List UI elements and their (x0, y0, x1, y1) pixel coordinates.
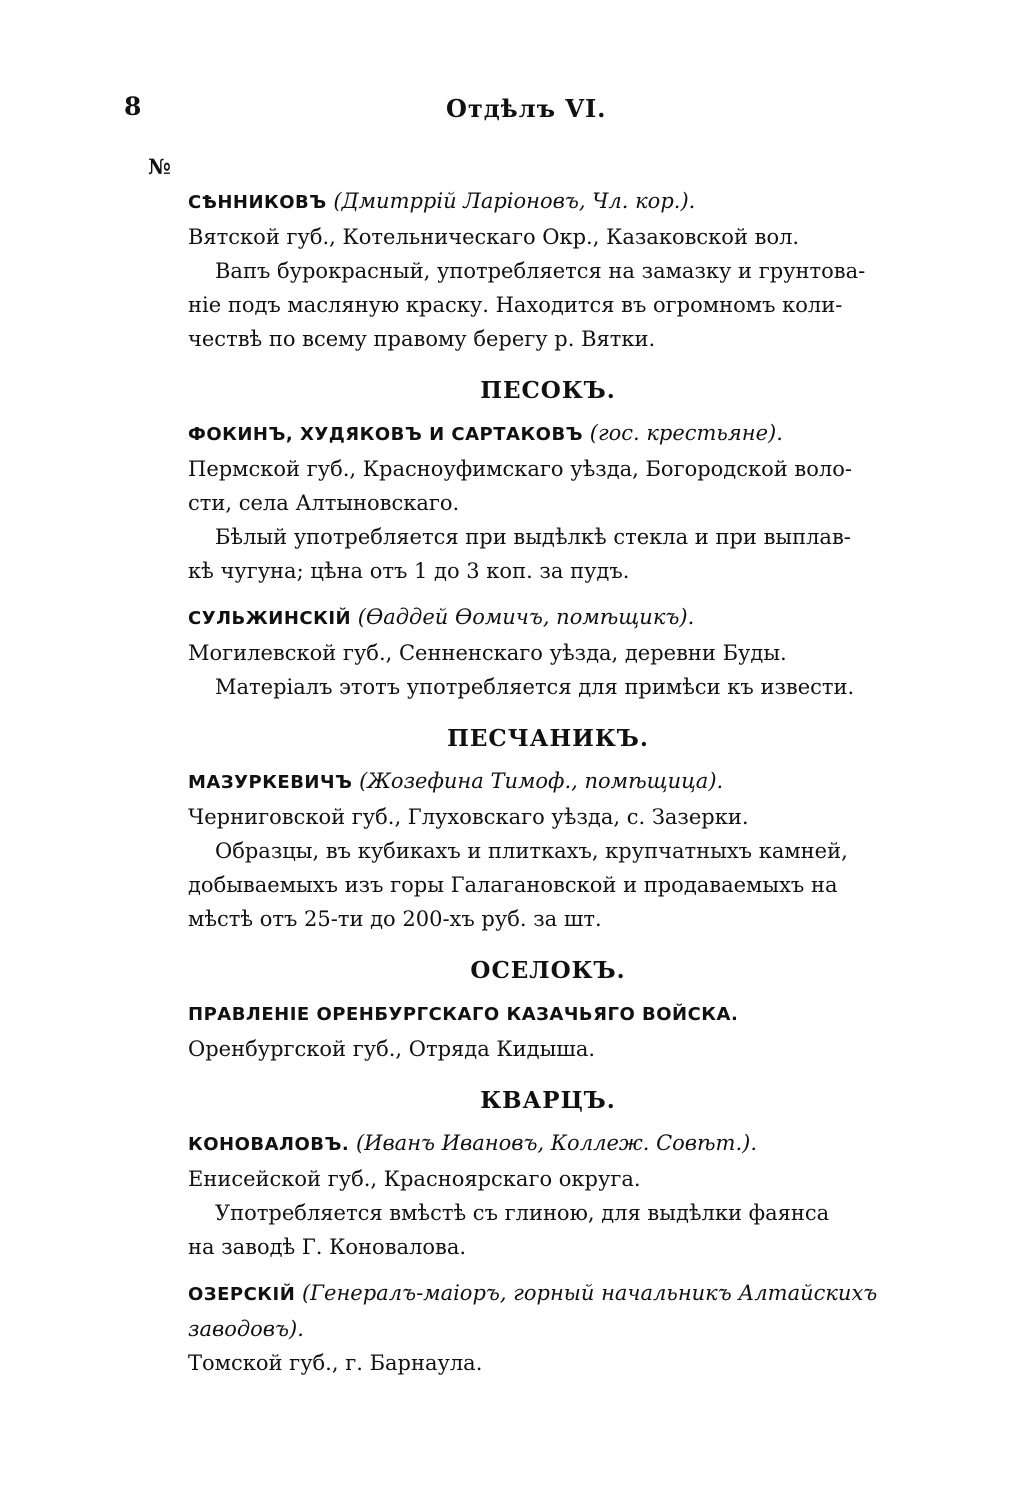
exhibitor-desc: (Генералъ-маіоръ, горный начальникъ Алтайскихъ (301, 1281, 878, 1305)
entry-fokin (188, 416, 888, 588)
entry-text-line: Употребляется вмѣстѣ съ глиною, для выдѣлки фаянса (215, 1201, 830, 1225)
entry-ozersky (188, 1276, 888, 1380)
entry-text-line: ніе подъ масляную краску. Находится въ огромномъ коли- (188, 293, 843, 317)
exhibitor-desc: (Дмитррій Ларіоновъ, Чл. кор.). (333, 189, 696, 213)
exhibitor-name: ФОКИНЪ, ХУДЯКОВЪ И САРТАКОВЪ (188, 424, 584, 445)
exhibitor-location: Томской губ., г. Барнаула. (188, 1351, 483, 1375)
entry-konovalov (188, 1126, 888, 1264)
section-heading: КВАРЦЪ. (480, 1087, 616, 1114)
entry-text-line: кѣ чугуна; цѣна отъ 1 до 3 коп. за пудъ. (188, 559, 630, 583)
exhibitor-name: МАЗУРКЕВИЧЪ (188, 772, 353, 793)
exhibitor-desc: (Ѳаддей Ѳомичъ, помѣщикъ). (357, 605, 695, 629)
exhibitor-name: ОЗЕРСКІЙ (188, 1284, 296, 1305)
exhibitor-name: СУЛЬЖИНСКІЙ (188, 608, 352, 629)
section-title: Отдѣлъ VI. (446, 94, 607, 123)
exhibitor-name: ПРАВЛЕНІЕ ОРЕНБУРГСКАГО КАЗАЧЬЯГО ВОЙСКА. (188, 1004, 739, 1025)
exhibitor-location: Енисейской губ., Красноярскаго округа. (188, 1167, 641, 1191)
exhibitor-location: Могилевской губ., Сенненскаго уѣзда, деревни Буды. (188, 641, 787, 665)
section-heading: ПЕСЧАНИКЪ. (447, 725, 649, 752)
exhibitor-location: Оренбургской губ., Отряда Кидыша. (188, 1037, 596, 1061)
entry-text-line: добываемыхъ изъ горы Галагановской и продаваемыхъ на (188, 873, 838, 897)
entry-text-line: Вапъ бурокрасный, употребляется на замазку и грунтова- (215, 259, 866, 283)
page-number: 8 (124, 92, 142, 121)
entry-text-line: Бѣлый употребляется при выдѣлкѣ стекла и при выплав- (215, 525, 851, 549)
exhibitor-location: Вятской губ., Котельническаго Окр., Казаковской вол. (188, 225, 800, 249)
entry-text-line: чествѣ по всему правому берегу р. Вятки. (188, 327, 656, 351)
entry-text-line: мѣстѣ отъ 25-ти до 200-хъ руб. за шт. (188, 907, 602, 931)
exhibitor-desc: заводовъ). (188, 1317, 304, 1341)
exhibitor-location: Черниговской губ., Глуховскаго уѣзда, с. Зазерки. (188, 805, 749, 829)
entry-text-line: Образцы, въ кубикахъ и плиткахъ, крупчатныхъ камней, (215, 839, 848, 863)
number-sign: № (148, 154, 171, 179)
entry-sennikov (188, 184, 888, 356)
page-content (188, 184, 888, 1380)
section-heading: ПЕСОКЪ. (480, 377, 616, 404)
exhibitor-desc: (Иванъ Ивановъ, Коллеж. Совѣт.). (355, 1131, 758, 1155)
entry-text-line: Матеріалъ этотъ употребляется для примѣси къ извести. (215, 675, 855, 699)
exhibitor-name: КОНОВАЛОВЪ. (188, 1134, 350, 1155)
exhibitor-name: СѢННИКОВЪ (188, 192, 327, 213)
exhibitor-location: сти, села Алтыновскаго. (188, 491, 460, 515)
section-heading: ОСЕЛОКЪ. (470, 957, 626, 984)
entry-sulzhinsky (188, 600, 888, 704)
exhibitor-location: Пермской губ., Красноуфимскаго уѣзда, Богородской воло- (188, 457, 852, 481)
exhibitor-desc: (гос. крестьяне). (589, 421, 783, 445)
entry-mazurkevich (188, 764, 888, 936)
exhibitor-desc: (Жозефина Тимоф., помѣщица). (359, 769, 724, 793)
entry-text-line: на заводѣ Г. Коновалова. (188, 1235, 467, 1259)
entry-orenburg-board (188, 996, 888, 1066)
